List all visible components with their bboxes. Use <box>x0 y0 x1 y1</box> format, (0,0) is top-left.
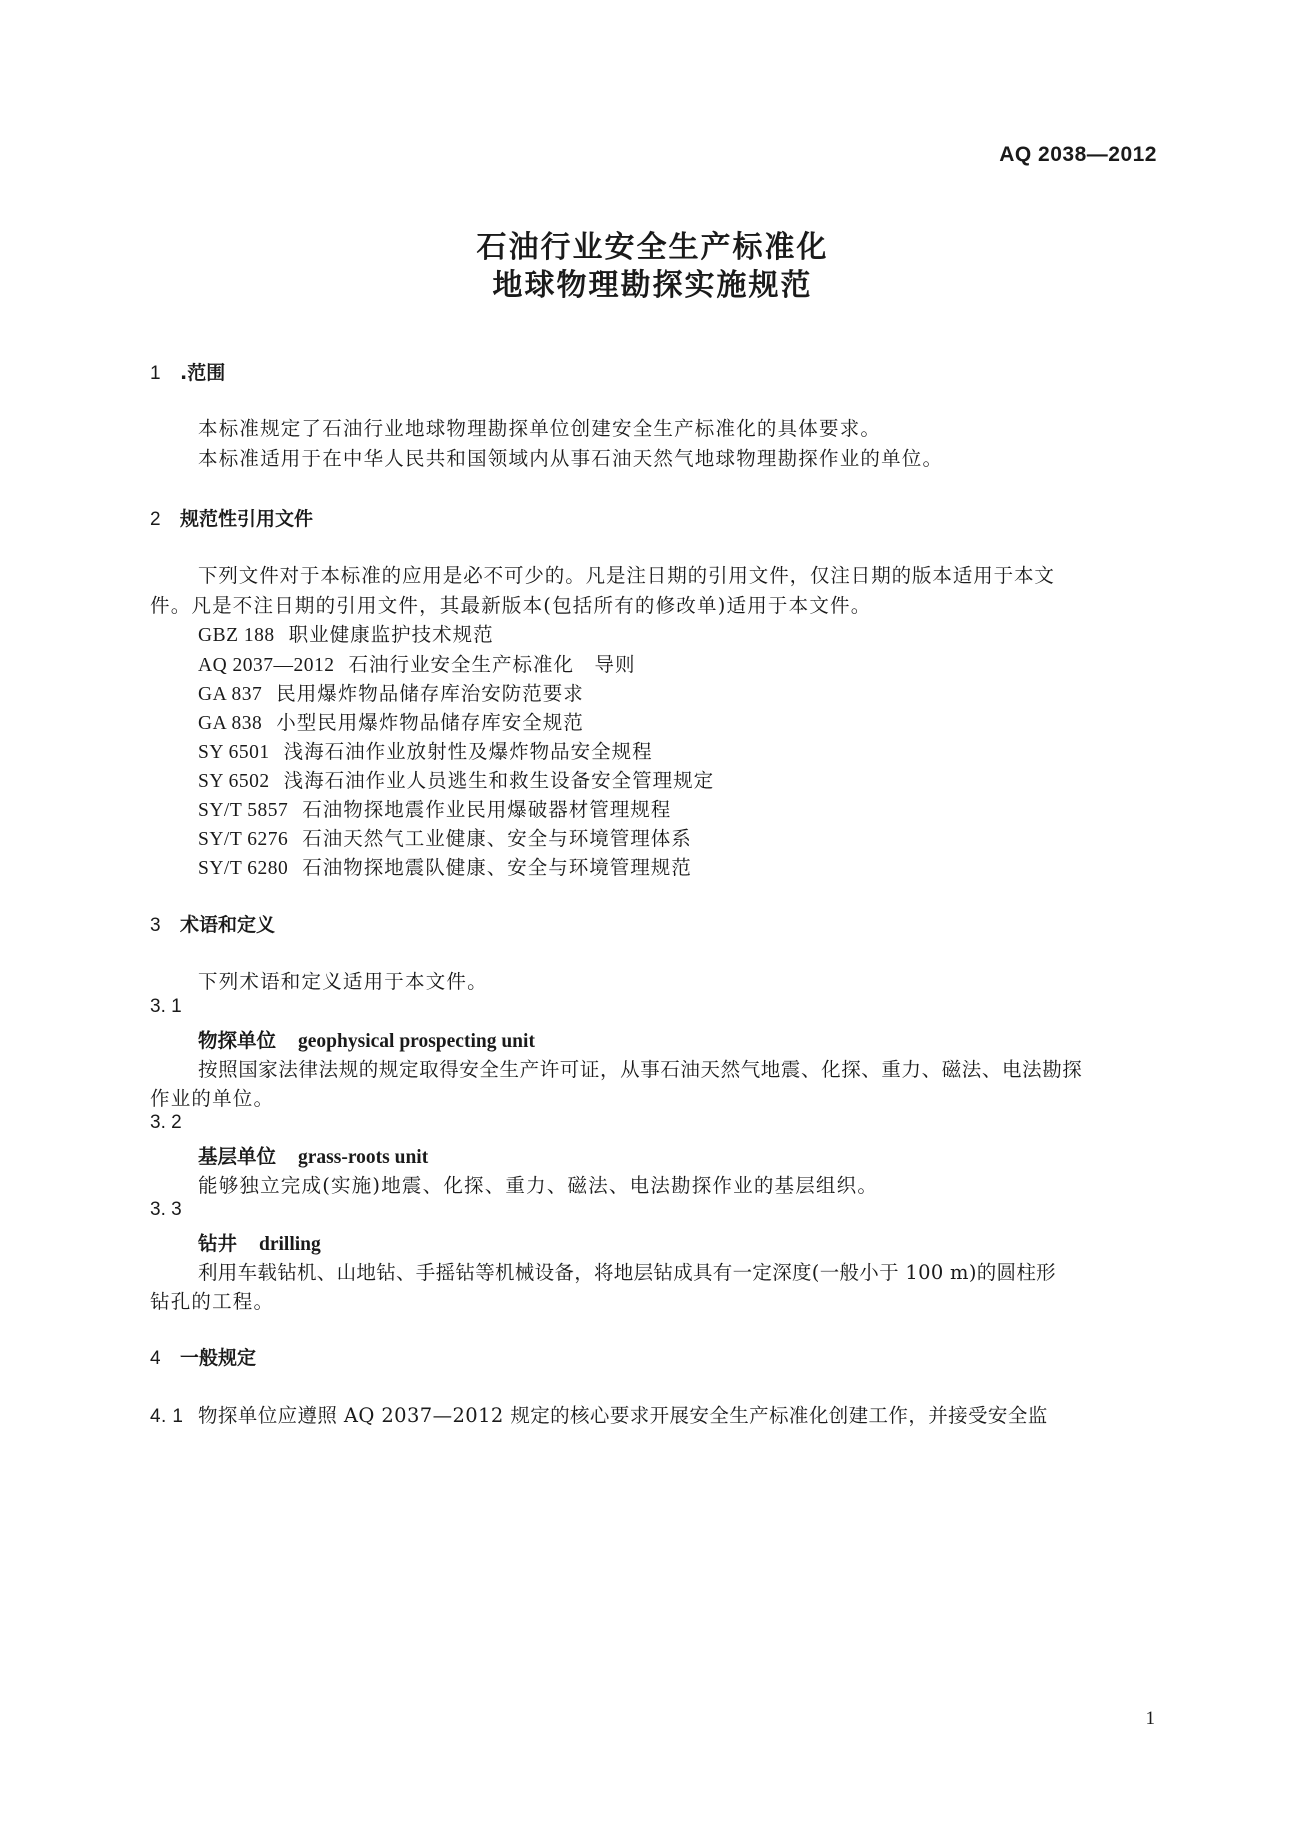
reference-item <box>198 649 636 677</box>
section-1-paragraph-2: 本标准适用于在中华人民共和国领域内从事石油天然气地球物理勘探作业的单位。 <box>198 447 944 470</box>
term-chinese: 基层单位 <box>198 1145 277 1168</box>
section-title: 规范性引用文件 <box>180 508 314 530</box>
reference-title: 石油物探地震队健康、安全与环境管理规范 <box>302 856 692 879</box>
section-2-paragraph-line-1: 下列文件对于本标准的应用是必不可少的。凡是注日期的引用文件，仅注日期的版本适用于本文 <box>198 564 1055 587</box>
section-3-intro: 下列术语和定义适用于本文件。 <box>198 970 488 993</box>
section-number: 3 <box>150 915 161 936</box>
reference-item <box>198 823 692 851</box>
section-3-heading <box>150 910 275 937</box>
reference-title: 石油物探地震作业民用爆破器材管理规程 <box>302 798 672 821</box>
section-number: 1 <box>150 363 161 384</box>
section-2-paragraph-line-2: 件。凡是不注日期的引用文件，其最新版本(包括所有的修改单)适用于本文件。 <box>150 594 872 617</box>
document-code: AQ 2038—2012 <box>999 143 1157 166</box>
term-english: drilling <box>259 1234 321 1255</box>
section-number: 4 <box>150 1348 161 1369</box>
term-chinese: 钻井 <box>198 1232 238 1255</box>
term-heading <box>198 1141 428 1169</box>
section-1-paragraph-1: 本标准规定了石油行业地球物理勘探单位创建安全生产标准化的具体要求。 <box>198 417 882 440</box>
reference-code: SY 6501 <box>198 742 270 763</box>
term-definition-line-1: 按照国家法律法规的规定取得安全生产许可证，从事石油天然气地震、化探、重力、磁法、电法勘探 <box>198 1058 1083 1081</box>
reference-title: 小型民用爆炸物品储存库安全规范 <box>276 711 584 734</box>
reference-item <box>198 736 653 764</box>
term-english: geophysical prospecting unit <box>298 1031 535 1052</box>
reference-code: SY 6502 <box>198 771 270 792</box>
reference-item <box>198 852 692 880</box>
page-number: 1 <box>1145 1708 1155 1729</box>
reference-title: 民用爆炸物品储存库治安防范要求 <box>276 682 584 705</box>
reference-item <box>198 619 494 647</box>
reference-code: SY/T 6280 <box>198 858 289 879</box>
title-line-2: 地球物理勘探实施规范 <box>492 268 813 303</box>
reference-code: SY/T 6276 <box>198 829 289 850</box>
reference-code: SY/T 5857 <box>198 800 289 821</box>
section-title: 术语和定义 <box>180 914 276 936</box>
term-definition-line-2: 作业的单位。 <box>150 1087 275 1110</box>
reference-title: 石油行业安全生产标准化 导则 <box>348 653 636 676</box>
section-title: 一般规定 <box>180 1347 257 1369</box>
reference-item <box>198 707 584 735</box>
section-4-heading <box>150 1343 256 1370</box>
clause-4-1 <box>150 1400 1048 1428</box>
reference-title: 石油天然气工业健康、安全与环境管理体系 <box>302 827 692 850</box>
term-definition-line-2: 钻孔的工程。 <box>150 1290 275 1313</box>
title-line-1: 石油行业安全生产标准化 <box>476 230 829 265</box>
reference-title: 浅海石油作业人员逃生和救生设备安全管理规定 <box>283 769 715 792</box>
clause-number: 4. 1 <box>150 1406 184 1427</box>
term-number: 3. 1 <box>150 996 182 1017</box>
clause-text: 物探单位应遵照 AQ 2037—2012 规定的核心要求开展安全生产标准化创建工作，并接受安全监 <box>198 1404 1048 1427</box>
section-1-heading <box>150 358 225 385</box>
term-heading <box>198 1025 535 1053</box>
reference-title: 职业健康监护技术规范 <box>288 623 494 646</box>
reference-code: AQ 2037—2012 <box>198 655 335 676</box>
reference-item <box>198 765 714 793</box>
reference-title: 浅海石油作业放射性及爆炸物品安全规程 <box>283 740 653 763</box>
term-chinese: 物探单位 <box>198 1029 277 1052</box>
section-2-heading <box>150 504 313 531</box>
reference-code: GA 837 <box>198 684 263 705</box>
term-heading <box>198 1228 321 1256</box>
reference-code: GA 838 <box>198 713 263 734</box>
reference-item <box>198 678 584 706</box>
reference-code: GBZ 188 <box>198 625 275 646</box>
section-title: .范围 <box>180 362 226 384</box>
reference-item <box>198 794 671 822</box>
term-number: 3. 2 <box>150 1112 182 1133</box>
term-number: 3. 3 <box>150 1199 182 1220</box>
term-definition-line-1: 能够独立完成(实施)地震、化探、重力、磁法、电法勘探作业的基层组织。 <box>198 1174 879 1197</box>
term-definition-line-1: 利用车载钻机、山地钻、手摇钻等机械设备，将地层钻成具有一定深度(一般小于 100 m)的圆柱形 <box>198 1261 1056 1284</box>
section-number: 2 <box>150 509 161 530</box>
term-english: grass-roots unit <box>298 1147 429 1168</box>
